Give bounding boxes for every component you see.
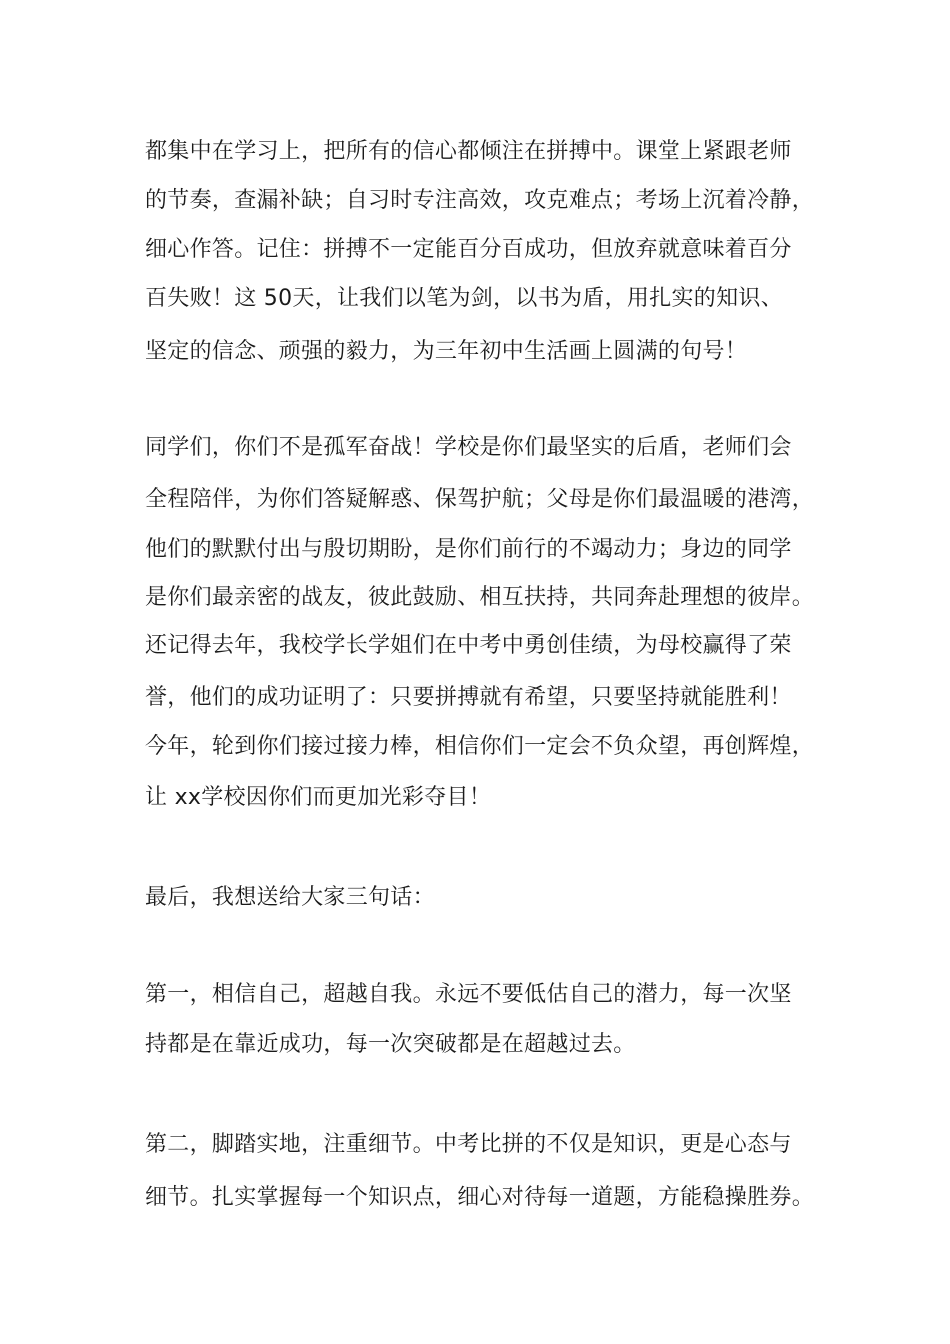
- text-line: 让 xx学校因你们而更加光彩夺目！: [145, 785, 492, 810]
- text-line: 细心作答。记住：拼搏不一定能百分百成功，但放弃就意味着百分: [145, 237, 792, 262]
- text-line: 第二，脚踏实地，注重细节。中考比拼的不仅是知识，更是心态与: [145, 1132, 792, 1157]
- text-line: 他们的默默付出与殷切期盼，是你们前行的不竭动力；身边的同学: [145, 537, 792, 562]
- text-line: 都集中在学习上，把所有的信心都倾注在拼搏中。课堂上紧跟老师: [145, 139, 792, 164]
- text-line: 坚定的信念、顽强的毅力，为三年初中生活画上圆满的句号！: [145, 339, 748, 364]
- text-line: 最后，我想送给大家三句话：: [145, 885, 435, 910]
- text-line: 第一，相信自己，超越自我。永远不要低估自己的潜力，每一次坚: [145, 982, 792, 1007]
- text-line: 细节。扎实掌握每一个知识点，细心对待每一道题，方能稳操胜券。: [145, 1185, 815, 1210]
- text-line: 持都是在靠近成功，每一次突破都是在超越过去。: [145, 1032, 636, 1057]
- text-line: 的节奏，查漏补缺；自习时专注高效，攻克难点；考场上沉着冷静，: [145, 188, 815, 213]
- text-line: 全程陪伴，为你们答疑解惑、保驾护航；父母是你们最温暖的港湾，: [145, 487, 815, 512]
- text-line: 誉，他们的成功证明了：只要拼搏就有希望，只要坚持就能胜利！: [145, 685, 792, 710]
- text-line: 今年，轮到你们接过接力棒，相信你们一定会不负众望，再创辉煌，: [145, 734, 815, 759]
- text-line: 百失败！这 50天，让我们以笔为剑，以书为盾，用扎实的知识、: [145, 286, 783, 311]
- text-line: 还记得去年，我校学长学姐们在中考中勇创佳绩，为母校赢得了荣: [145, 633, 792, 658]
- text-line: 是你们最亲密的战友，彼此鼓励、相互扶持，共同奔赴理想的彼岸。: [145, 585, 815, 610]
- text-line: 同学们，你们不是孤军奋战！学校是你们最坚实的后盾，老师们会: [145, 435, 792, 460]
